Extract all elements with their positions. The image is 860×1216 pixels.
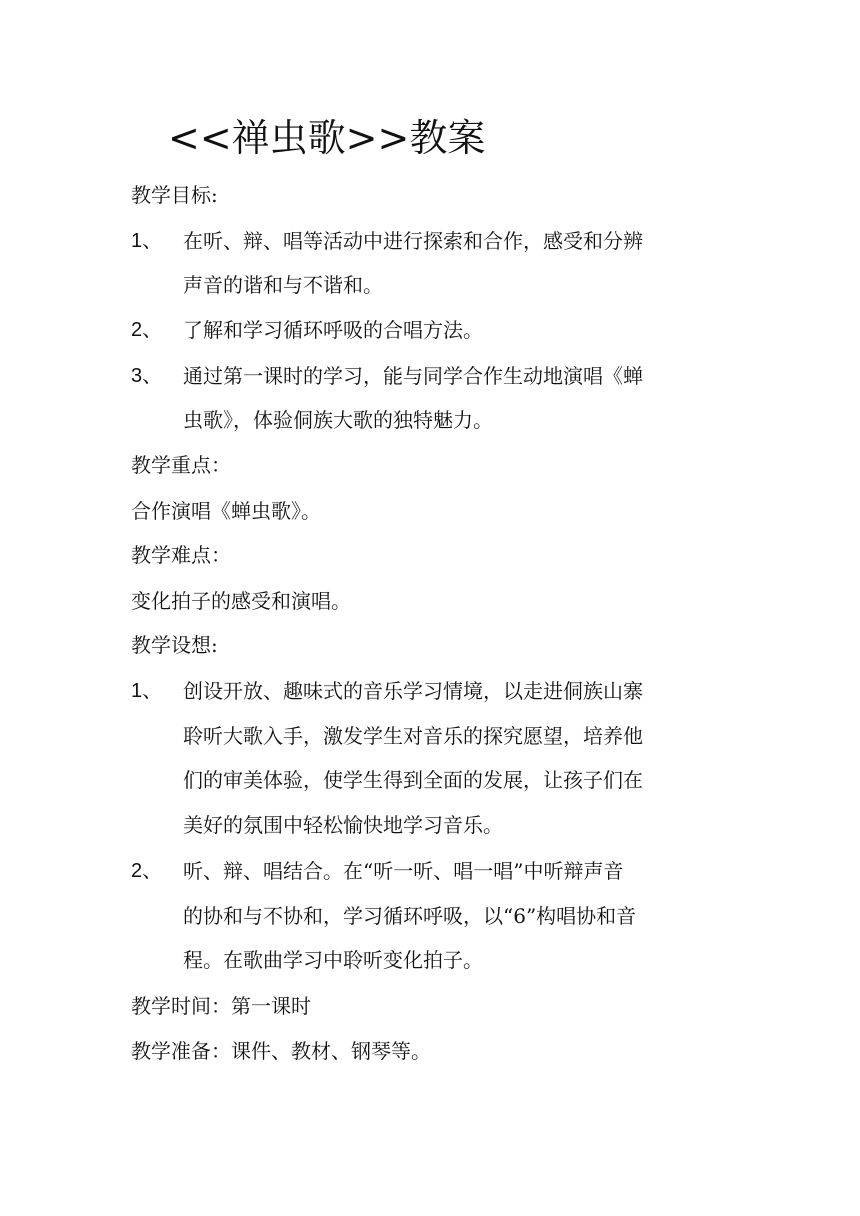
objective-3-line-1: 通过第一课时的学习，能与同学合作生动地演唱《蝉 bbox=[183, 364, 643, 388]
objective-2-line-1: 了解和学习循环呼吸的合唱方法。 bbox=[183, 318, 483, 342]
key-points-text: 合作演唱《蝉虫歌》。 bbox=[131, 499, 321, 523]
design-1-line-3: 们的审美体验，使学生得到全面的发展，让孩子们在 bbox=[183, 768, 643, 792]
teaching-preparation: 教学准备：课件、教材、钢琴等。 bbox=[131, 1039, 431, 1063]
design-1-line-2: 聆听大歌入手，激发学生对音乐的探究愿望，培养他 bbox=[183, 724, 643, 748]
objective-1-number: 1、 bbox=[131, 230, 163, 252]
difficulties-heading: 教学难点： bbox=[131, 543, 231, 567]
design-1-line-4: 美好的氛围中轻松愉快地学习音乐。 bbox=[183, 813, 503, 837]
design-heading: 教学设想: bbox=[131, 633, 218, 657]
teaching-time: 教学时间：第一课时 bbox=[131, 994, 311, 1018]
design-1-number: 1、 bbox=[131, 680, 163, 702]
objective-1-line-1: 在听、辩、唱等活动中进行探索和合作，感受和分辨 bbox=[183, 229, 643, 253]
design-2-line-3: 程。在歌曲学习中聆听变化拍子。 bbox=[183, 948, 483, 972]
difficulties-text: 变化拍子的感受和演唱。 bbox=[131, 589, 351, 613]
objectives-heading: 教学目标: bbox=[131, 183, 218, 207]
objective-2-number: 2、 bbox=[131, 319, 163, 341]
page-title: <<禅虫歌>>教案 bbox=[168, 116, 486, 160]
objective-1-line-2: 声音的谐和与不谐和。 bbox=[183, 273, 383, 297]
objective-3-number: 3、 bbox=[131, 365, 163, 387]
objective-3-line-2: 虫歌》，体验侗族大歌的独特魅力。 bbox=[183, 408, 493, 432]
design-2-number: 2、 bbox=[131, 860, 163, 882]
key-points-heading: 教学重点： bbox=[131, 453, 231, 477]
design-1-line-1: 创设开放、趣味式的音乐学习情境，以走进侗族山寨 bbox=[183, 679, 643, 703]
design-2-line-1: 听、辩、唱结合。在“听一听、唱一唱”中听辩声音 bbox=[183, 859, 624, 883]
design-2-line-2: 的协和与不协和，学习循环呼吸，以“6”构唱协和音 bbox=[183, 904, 637, 928]
